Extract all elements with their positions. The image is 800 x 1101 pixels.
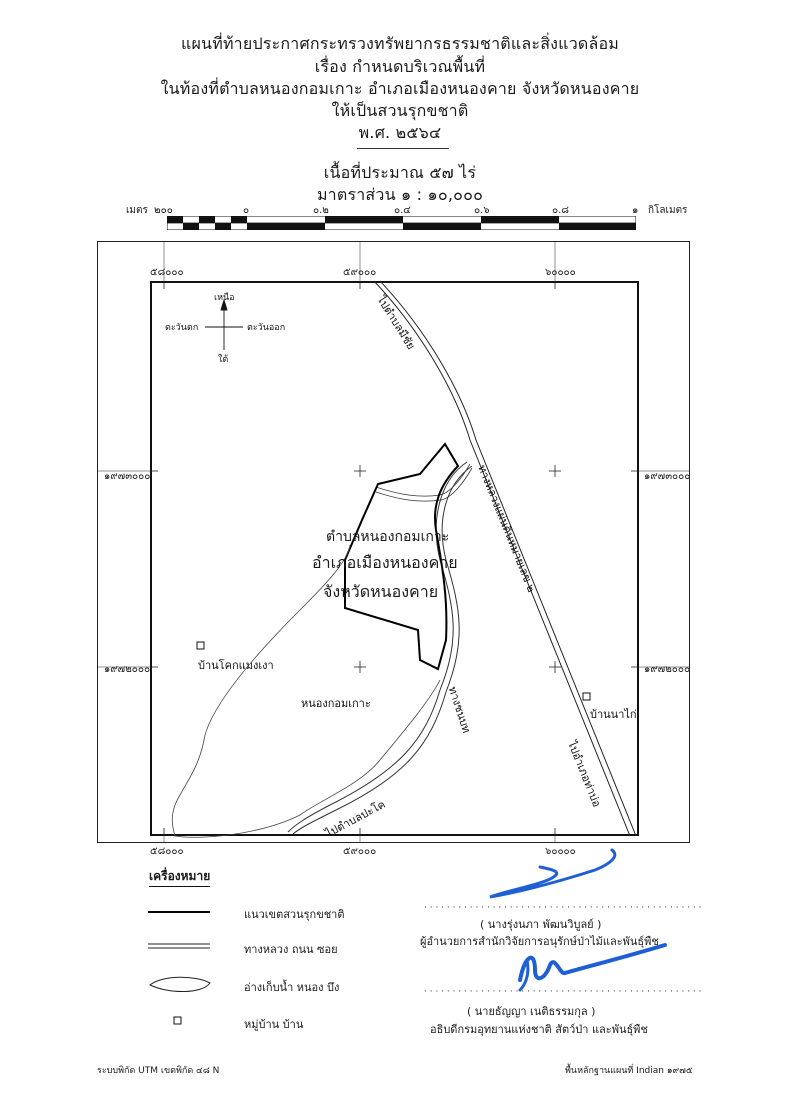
signature-1-dotted-line: · · · · · · · · · · · · · · · · · · · · · · · · · · · · · · · · · · · · · · · · · · · · · · · · · [424,903,702,913]
scalebar-tick-06: ๐.๖ [474,205,490,216]
header-line-4: ให้เป็นสวนรุกขชาติ [331,101,469,120]
signature-2-title: อธิบดีกรมอุทยานแห่งชาติ สัตว์ป่า และพันธุ์พืช [430,1023,648,1036]
coord-top-1: ๕๘๐๐๐ [150,267,184,278]
village-left-label: บ้านโคกแมงเงา [198,659,274,672]
signature-2-name: ( นายธัญญา เนติธรรมกุล ) [467,1005,596,1018]
road-label-to-michai: ไปตำบลมีชัย [374,293,418,352]
legend-item-boundary: แนวเขตสวนรุกขชาติ [244,908,345,921]
coord-right-1: ๑๙๗๓๐๐๐ [644,471,691,482]
tambon-label: ตำบลหนองกอมเกาะ [326,529,450,545]
changwat-label: จังหวัดหนองคาย [323,582,439,601]
scalebar-left-unit: เมตร [126,205,148,216]
header-line-3: ในท้องที่ตำบลหนองกอมเกาะ อำเภอเมืองหนองคาย จังหวัดหนองคาย [160,79,640,98]
legend-pond-symbol [150,977,210,991]
coord-right-2: ๑๙๗๒๐๐๐ [644,664,691,675]
scalebar-tick-1: ๑ [632,205,639,216]
compass-rose [205,300,243,350]
signature-1-graphic [470,842,650,912]
village-right-label: บ้านนาไก่ [590,708,637,721]
header-line-1: แผนที่ท้ายประกาศกระทรวงทรัพยากรธรรมชาติและสิ่งแวดล้อม [180,34,620,53]
header-line-2: เรื่อง กำหนดบริเวณพื้นที่ [314,57,486,76]
road-label-to-thabo: ไปอำเภอท่าบ่อ [565,739,604,809]
coord-bottom-1: ๕๘๐๐๐ [150,846,184,857]
coord-bottom-3: ๖๐๐๐๐ [545,846,576,857]
road-label-to-pakho: ไปตำบลปะโค [323,797,388,841]
scalebar-tick-08: ๐.๘ [552,205,569,216]
coord-left-1: ๑๙๗๓๐๐๐ [104,471,151,482]
coord-left-2: ๑๙๗๒๐๐๐ [104,664,151,675]
amphoe-label: อำเภอเมืองหนองคาย [312,553,458,572]
scale-text: มาตราส่วน ๑ : ๑๐,๐๐๐ [316,185,484,204]
footer-datum: พื้นหลักฐานแผนที่ Indian ๑๙๗๕ [565,1066,693,1076]
signature-2-dotted-line: · · · · · · · · · · · · · · · · · · · · · · · · · · · · · · · · · · · · · · · · · · · · · · · · · [424,987,702,997]
legend-item-village: หมู่บ้าน บ้าน [244,1018,304,1031]
compass-east-label: ตะวันออก [247,323,286,333]
footer-coordinate-system: ระบบพิกัด UTM เขตพิกัด ๔๘ N [97,1066,220,1076]
scalebar-tick-0: ๐ [243,205,250,216]
village-marker-right [583,693,590,700]
compass-south-label: ใต้ [218,355,229,365]
local-road-label: ทางชนบท [445,684,473,735]
legend-item-pond: อ่างเก็บน้ำ หนอง บึง [244,981,340,994]
legend-item-road: ทางหลวง ถนน ซอย [244,943,338,956]
pond-label: หนองกอมเกาะ [301,697,371,710]
scalebar-tick-02: ๐.๒ [313,205,329,216]
village-marker-left [197,642,204,649]
scalebar-tick-04: ๐.๔ [394,205,411,216]
scalebar-right-unit: กิโลเมตร [648,205,688,216]
header-line-5: พ.ศ. ๒๕๖๔ [358,123,442,142]
legend-village-symbol [174,1017,181,1024]
compass-west-label: ตะวันตก [165,323,199,333]
signature-1-title: ผู้อำนวยการสำนักวิจัยการอนุรักษ์ป่าไม้และพันธุ์พืช [420,935,659,948]
compass-north-label: เหนือ [214,293,235,303]
area-text: เนื้อที่ประมาณ ๕๗ ไร่ [323,163,477,182]
coord-top-3: ๖๐๐๐๐ [545,267,576,278]
legend-title: เครื่องหมาย [149,867,210,887]
coord-bottom-2: ๕๙๐๐๐ [343,846,377,857]
signature-1-name: ( นางรุ่งนภา พัฒนวิบูลย์ ) [480,918,602,931]
highway-label: ทางหลวงแผ่นดินหมายเลข ๒ [475,463,539,595]
legend-symbols [140,900,220,1030]
coord-top-2: ๕๙๐๐๐ [343,267,377,278]
scalebar-tick-200: ๒๐๐ [154,205,173,216]
signature-2-graphic [505,935,675,995]
